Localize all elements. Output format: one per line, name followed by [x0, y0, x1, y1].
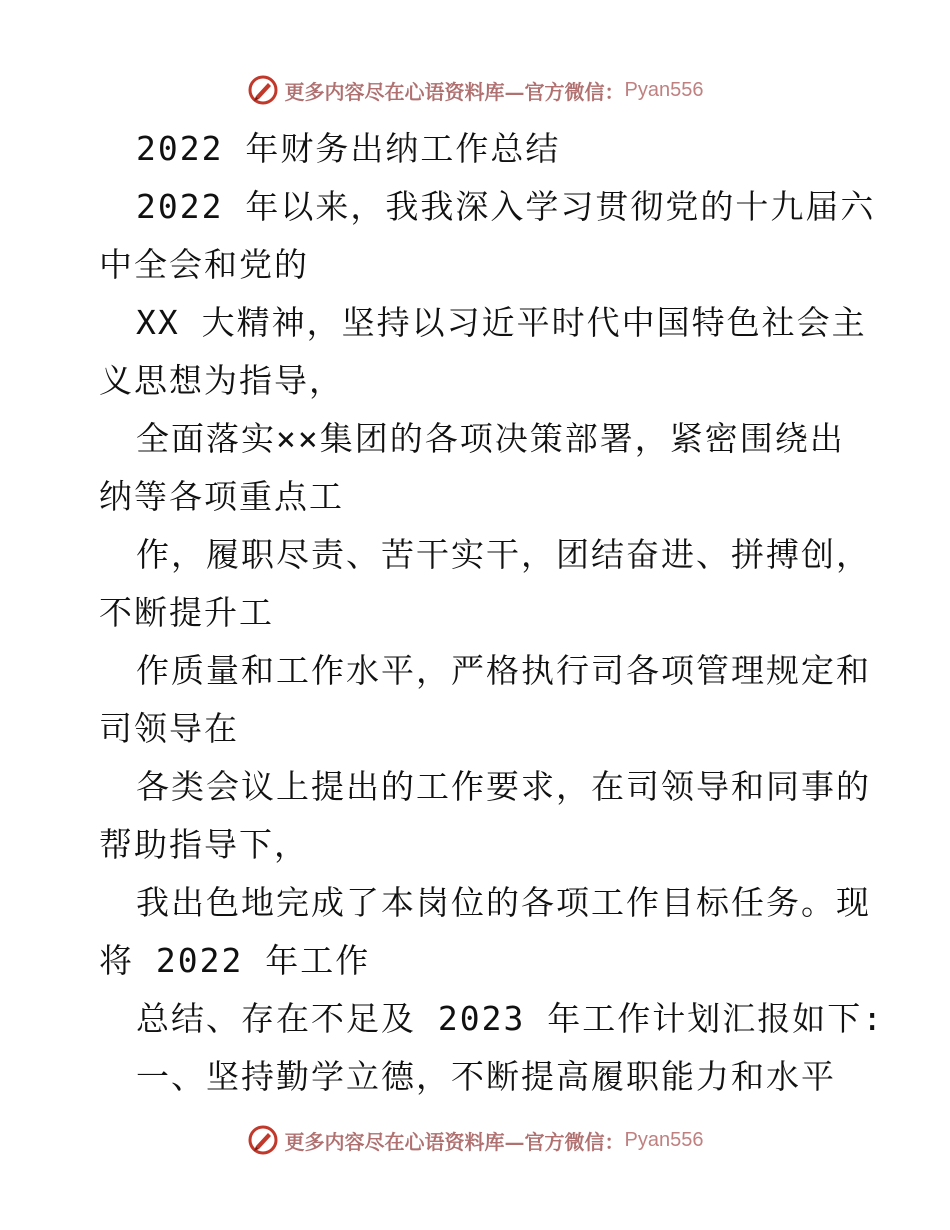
text-line: XX 大精神，坚持以习近平时代中国特色社会主 — [136, 303, 867, 342]
text-line: 将 2022 年工作 — [99, 941, 371, 980]
text-line: 司领导在 — [99, 709, 239, 748]
header-watermark — [0, 70, 950, 110]
footer-watermark — [0, 1120, 950, 1160]
text-line: 作质量和工作水平，严格执行司各项管理规定和 — [136, 651, 871, 690]
text-line: 全面落实××集团的各项决策部署，紧密围绕出 — [136, 419, 845, 458]
text-line: 2022 年财务出纳工作总结 — [136, 129, 561, 168]
text-line: 一、坚持勤学立德，不断提高履职能力和水平 — [136, 1057, 836, 1096]
watermark-text: 更多内容尽在心语资料库—官方微信： — [284, 1129, 625, 1154]
text-line: 作，履职尽责、苦干实干，团结奋进、拼搏创， — [136, 535, 871, 574]
pen-logo-icon — [247, 74, 279, 106]
document-body — [99, 120, 885, 1106]
text-line: 各类会议上提出的工作要求，在司领导和同事的 — [136, 767, 871, 806]
text-line: 2022 年以来，我我深入学习贯彻党的十九届六 — [136, 187, 876, 226]
text-line: 纳等各项重点工 — [99, 477, 344, 516]
watermark-text: 更多内容尽在心语资料库—官方微信： — [284, 79, 625, 104]
text-line: 义思想为指导， — [99, 361, 344, 400]
text-line: 中全会和党的 — [99, 245, 309, 284]
text-line: 不断提升工 — [99, 593, 274, 632]
text-line: 帮助指导下， — [99, 825, 309, 864]
watermark-id: Pyan556 — [624, 1128, 704, 1151]
pen-logo-icon — [247, 1124, 279, 1156]
watermark-id: Pyan556 — [624, 78, 704, 101]
text-line: 总结、存在不足及 2023 年工作计划汇报如下: — [136, 999, 885, 1038]
text-line: 我出色地完成了本岗位的各项工作目标任务。现 — [136, 883, 871, 922]
